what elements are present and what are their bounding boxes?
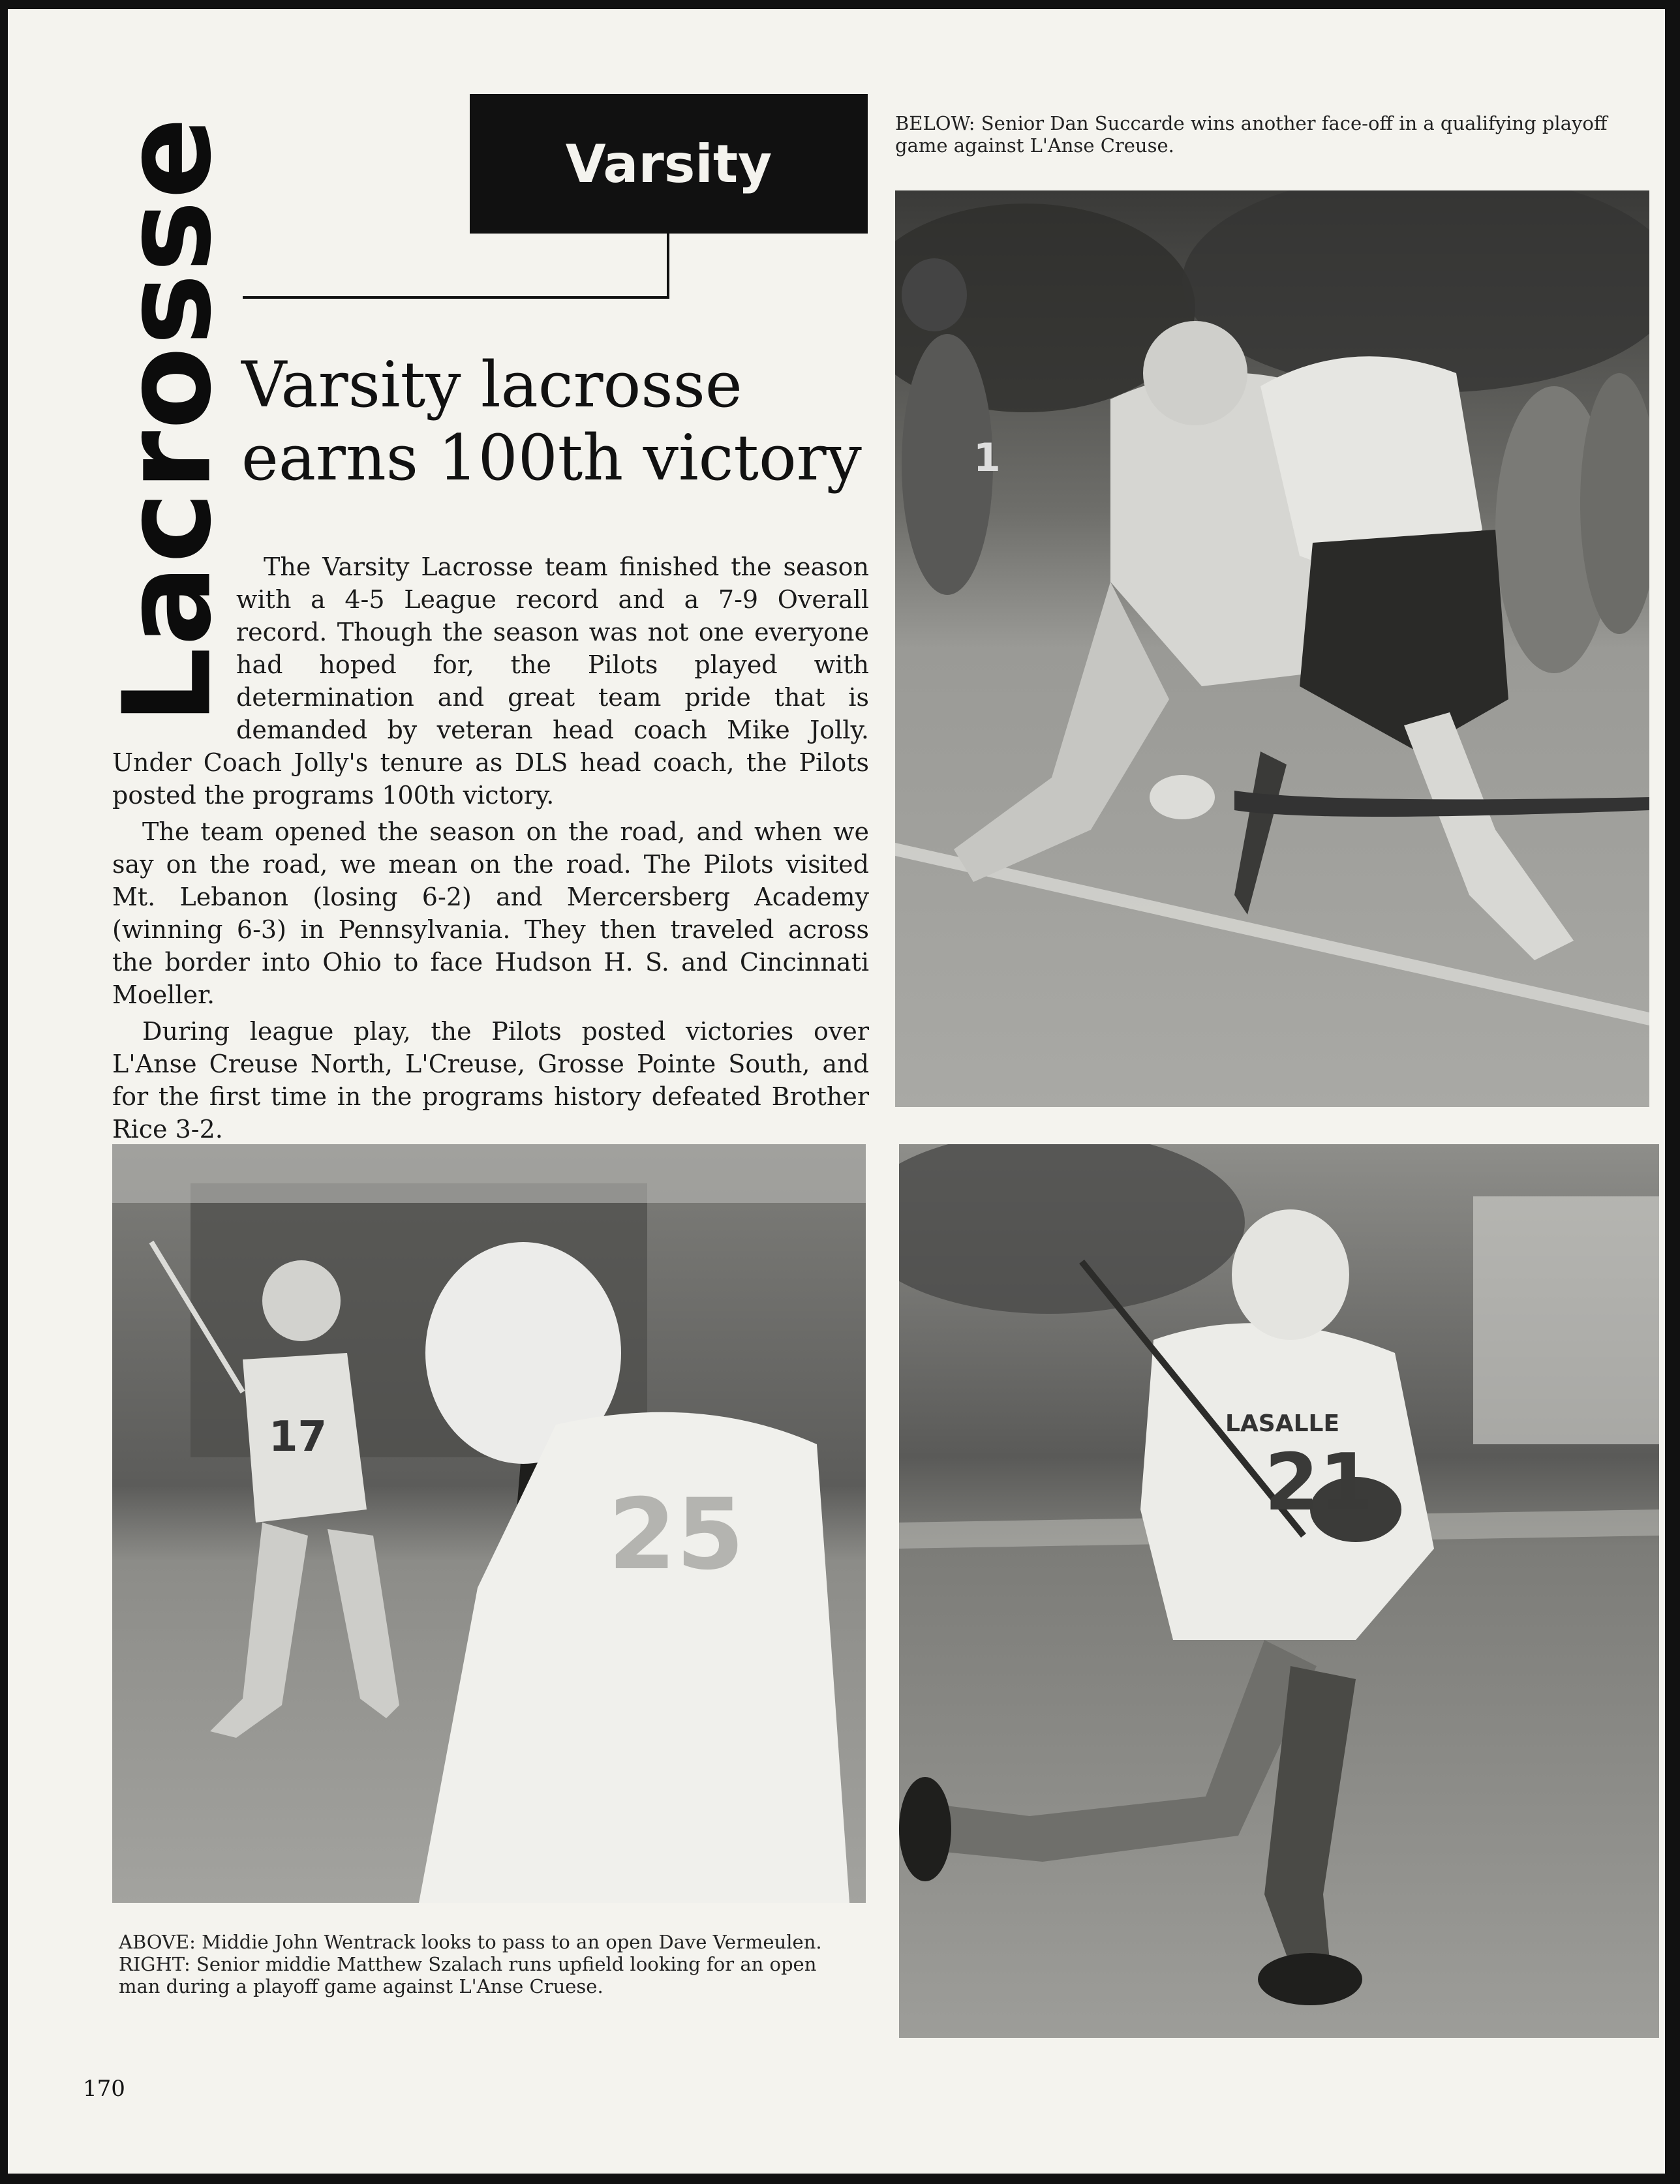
- article-paragraph-2: The team opened the season on the road, and when we say on the road, we mean on the road. The Pilots visited Mt. Lebanon (losing 6-2) and Mercersberg Academy (winning 6-3) in Pennsylvania. They then traveled across the border into Ohio to face Hudson H. S. and Cincinnati Moeller.: [112, 817, 869, 1009]
- headline: [241, 348, 868, 494]
- connector-line-horizontal: [243, 296, 669, 299]
- photo-middie-upfield: [899, 1144, 1659, 2038]
- photo-face-off-image: [895, 190, 1649, 1107]
- caption-bottom-photos: [119, 1931, 882, 1997]
- caption-top-photo: BELOW: Senior Dan Succarde wins another face-off in a qualifying playoff game against L'Anse Creuse.: [895, 112, 1608, 157]
- caption-bottom-line-1: ABOVE: Middie John Wentrack looks to pass to an open Dave Vermeulen.: [119, 1931, 822, 1953]
- caption-bottom-line-2: RIGHT: Senior middie Matthew Szalach runs upfield looking for an open: [119, 1953, 817, 1975]
- photo-top-jersey-number: 1: [973, 435, 1001, 481]
- photo-middie-upfield-image: [899, 1144, 1659, 2038]
- photo-middie-pass: [112, 1144, 866, 1903]
- sidebar-title: Lacrosse: [97, 115, 238, 725]
- article-body: [112, 551, 869, 1149]
- article-paragraph-1: The Varsity Lacrosse team finished the season with a 4-5 League record and a 7-9 Overall record. Though the season was not one everyone had hoped for, the Pilots played with determination and great team pride that is demanded by veteran head coach Mike Jolly. Under Coach Jolly's tenure as DLS head coach, the Pilots posted the programs 100th victory.: [112, 553, 869, 810]
- connector-line-vertical: [667, 234, 669, 299]
- headline-line-2: earns 100th victory: [241, 421, 862, 494]
- caption-bottom-line-3: man during a playoff game against L'Anse Cruese.: [119, 1975, 603, 1997]
- photo-left-jersey-number-b: 25: [608, 1478, 744, 1592]
- section-label: Varsity: [565, 133, 772, 194]
- yearbook-page: [8, 9, 1665, 2174]
- headline-line-1: Varsity lacrosse: [241, 348, 742, 421]
- article-paragraph-3: During league play, the Pilots posted victories over L'Anse Creuse North, L'Creuse, Grosse Pointe South, and for the first time in the programs history defeated Brother Rice 3-2.: [112, 1017, 869, 1144]
- page-number: 170: [83, 2076, 125, 2102]
- section-label-box: [470, 94, 868, 234]
- photo-middie-pass-image: [112, 1144, 866, 1903]
- photo-right-jersey-number: 21: [1264, 1438, 1373, 1528]
- photo-right-team-text: LASALLE: [1225, 1410, 1340, 1437]
- photo-left-jersey-number-a: 17: [269, 1413, 328, 1461]
- photo-face-off: [895, 190, 1649, 1107]
